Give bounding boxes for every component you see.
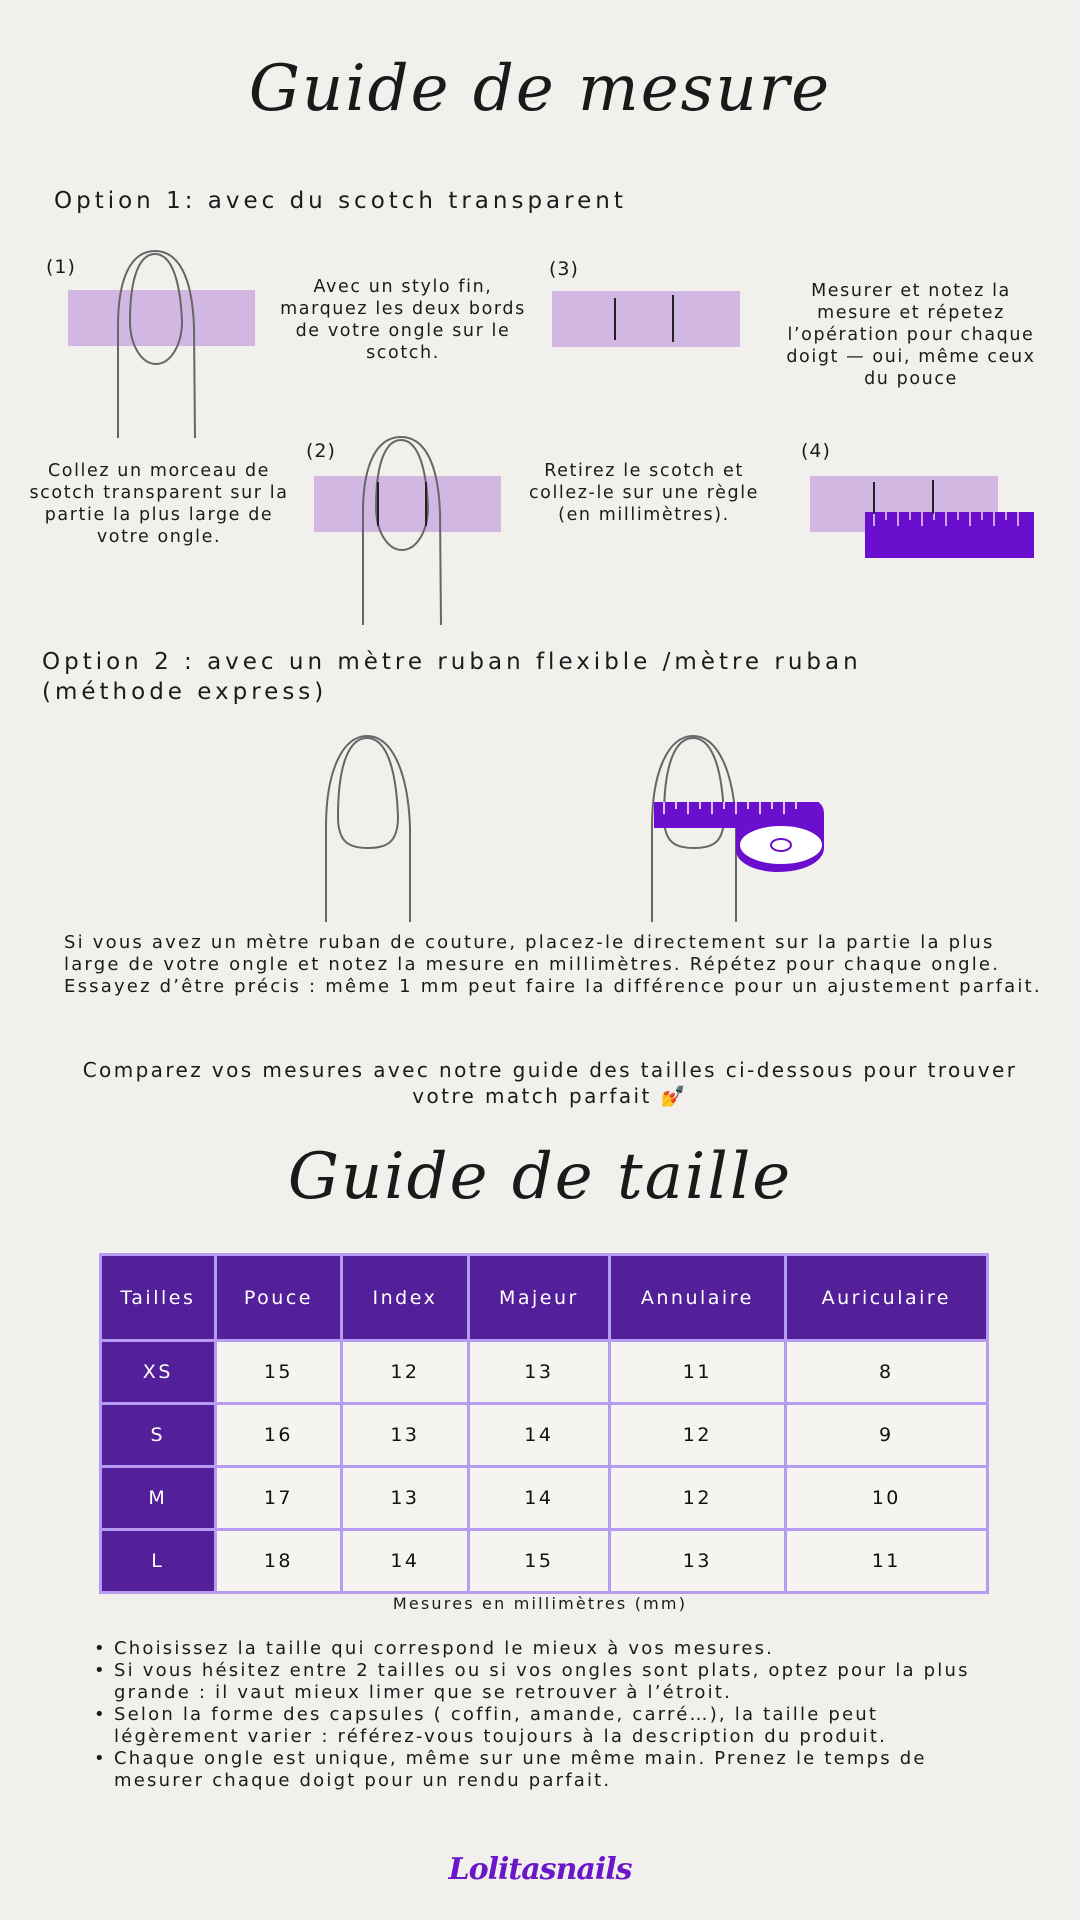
size-label: S — [101, 1404, 216, 1467]
step1-text: Collez un morceau de scotch transparent sur la partie la plus large de votre ongle. — [29, 461, 289, 547]
table-cell: 10 — [785, 1467, 987, 1530]
table-row — [101, 1467, 988, 1530]
table-row — [101, 1530, 988, 1593]
step3-number: (3) — [549, 258, 579, 280]
table-cell: 8 — [785, 1341, 987, 1404]
nail-outline — [338, 738, 398, 848]
table-cell: 14 — [468, 1404, 609, 1467]
size-guide-title: Guide de taille — [287, 1140, 793, 1214]
tape-strip — [552, 291, 740, 347]
option1-heading: Option 1: avec du scotch transparent — [54, 188, 627, 214]
table-caption: Mesures en millimètres (mm) — [392, 1594, 688, 1613]
table-cell: 13 — [468, 1341, 609, 1404]
step3-marked-tape-illustration — [552, 288, 742, 350]
table-cell: 18 — [215, 1530, 342, 1593]
step4-tape-on-ruler-illustration — [808, 470, 1036, 560]
list-item: • Choisissez la taille qui correspond le mieux à vos mesures. — [92, 1638, 992, 1660]
nail-outline — [664, 738, 724, 848]
size-label: XS — [101, 1341, 216, 1404]
compare-text: Comparez vos mesures avec notre guide des tailles ci-dessous pour trouver votre match parfait 💅 — [82, 1058, 1018, 1108]
table-cell: 15 — [468, 1530, 609, 1593]
step2-text: Avec un stylo fin, marquez les deux bords de votre ongle sur le scotch. — [280, 277, 526, 363]
tape-measure-reel — [739, 825, 823, 865]
finger-illustration — [322, 732, 414, 922]
table-cell: 17 — [215, 1467, 342, 1530]
column-header: Annulaire — [610, 1255, 785, 1341]
table-cell: 16 — [215, 1404, 342, 1467]
column-header: Auriculaire — [785, 1255, 987, 1341]
table-row — [101, 1404, 988, 1467]
table-cell: 11 — [785, 1530, 987, 1593]
step1-number: (1) — [46, 256, 76, 278]
table-cell: 9 — [785, 1404, 987, 1467]
table-cell: 12 — [610, 1404, 785, 1467]
option2-heading — [42, 647, 862, 707]
step2-number: (2) — [306, 440, 336, 462]
option2-heading-line2: (méthode express) — [42, 679, 328, 705]
step3-text: Retirez le scotch et collez-le sur une règle (en millimètres). — [528, 461, 760, 525]
step2-finger-mark-illustration — [310, 430, 505, 625]
table-cell: 15 — [215, 1341, 342, 1404]
table-cell: 14 — [468, 1467, 609, 1530]
table-cell: 13 — [342, 1467, 468, 1530]
list-item: • Si vous hésitez entre 2 tailles ou si vos ongles sont plats, optez pour la plus grande : il vaut mieux limer que se retrouver à l’étroit. — [92, 1660, 992, 1704]
tape-strip — [314, 476, 501, 532]
list-item: • Chaque ongle est unique, même sur une même main. Prenez le temps de mesurer chaque doigt pour un rendu parfait. — [92, 1748, 992, 1792]
option2-paragraph-2: Essayez d’être précis : même 1 mm peut faire la différence pour un ajustement parfait. — [64, 976, 1042, 997]
size-table — [99, 1253, 989, 1594]
table-cell: 13 — [610, 1530, 785, 1593]
finger-with-tape-measure-illustration — [648, 732, 830, 922]
table-cell: 12 — [342, 1341, 468, 1404]
option2-instructions — [64, 932, 1054, 998]
column-header: Tailles — [101, 1255, 216, 1341]
step1-finger-tape-illustration — [60, 246, 265, 438]
tape-strip — [68, 290, 255, 346]
page-title: Guide de mesure — [248, 52, 832, 126]
tips-list — [92, 1638, 992, 1792]
table-cell: 14 — [342, 1530, 468, 1593]
size-label: L — [101, 1530, 216, 1593]
table-cell: 11 — [610, 1341, 785, 1404]
option2-paragraph-1: Si vous avez un mètre ruban de couture, placez-le directement sur la partie la plus large de votre ongle et notez la mesure en millimètres. Répétez pour chaque ongle. — [64, 932, 1001, 975]
table-row — [101, 1341, 988, 1404]
size-table-header-row — [101, 1255, 988, 1341]
column-header: Index — [342, 1255, 468, 1341]
list-item: • Selon la forme des capsules ( coffin, amande, carré…), la taille peut légèrement varier : référez-vous toujours à la description du produit. — [92, 1704, 992, 1748]
table-cell: 13 — [342, 1404, 468, 1467]
step4-text: Mesurer et notez la mesure et répetez l’opération pour chaque doigt — oui, même ceux du pouce — [786, 281, 1036, 389]
brand-logo: Lolitasnails — [448, 1852, 632, 1887]
step4-number: (4) — [801, 440, 831, 462]
column-header: Majeur — [468, 1255, 609, 1341]
option2-heading-line1: Option 2 : avec un mètre ruban flexible /mètre ruban — [42, 649, 862, 675]
ruler — [865, 512, 1034, 558]
size-label: M — [101, 1467, 216, 1530]
column-header: Pouce — [215, 1255, 342, 1341]
table-cell: 12 — [610, 1467, 785, 1530]
